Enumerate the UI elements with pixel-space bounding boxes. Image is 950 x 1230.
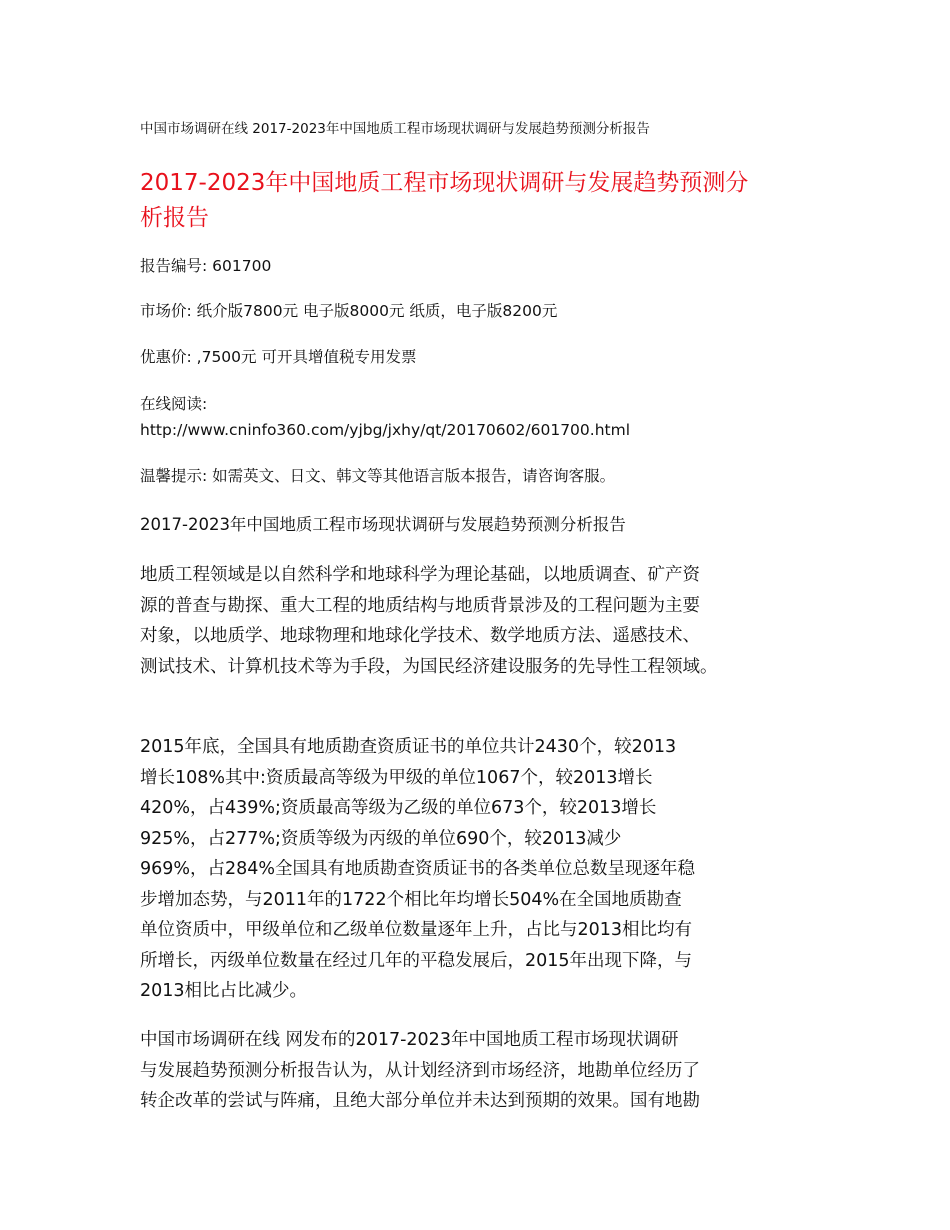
paragraph-line: 增长108%其中:资质最高等级为甲级的单位1067个，较2013增长 bbox=[140, 767, 653, 788]
paragraph-line: 地质工程领域是以自然科学和地球科学为理论基础，以地质调查、矿产资 bbox=[140, 565, 700, 585]
report-title bbox=[140, 166, 820, 236]
report-title-line-2: 析报告 bbox=[140, 205, 209, 231]
market-price: 市场价: 纸介版7800元 电子版8000元 纸质，电子版8200元 bbox=[140, 302, 558, 320]
section-subheading: 2017-2023年中国地质工程市场现状调研与发展趋势预测分析报告 bbox=[140, 515, 626, 534]
running-header: 中国市场调研在线 2017-2023年中国地质工程市场现状调研与发展趋势预测分析报告 bbox=[140, 121, 650, 137]
paragraph-line: 转企改革的尝试与阵痛，且绝大部分单位并未达到预期的效果。国有地勘 bbox=[140, 1091, 700, 1111]
paragraph-line: 2013相比占比减少。 bbox=[140, 981, 308, 1001]
report-number: 报告编号: 601700 bbox=[140, 257, 272, 275]
online-read-label: 在线阅读: bbox=[140, 395, 208, 413]
paragraph-statistics bbox=[140, 732, 820, 1007]
paragraph-line: 所增长，丙级单位数量在经过几年的平稳发展后，2015年出现下降，与 bbox=[140, 950, 693, 971]
tip-text: 温馨提示: 如需英文、日文、韩文等其他语言版本报告，请咨询客服。 bbox=[140, 467, 616, 485]
paragraph-line: 969%，占284%全国具有地质勘查资质证书的各类单位总数呈现逐年稳 bbox=[140, 859, 696, 879]
paragraph-analysis bbox=[140, 1025, 820, 1117]
discount-price: 优惠价: ,7500元 可开具增值税专用发票 bbox=[140, 348, 417, 366]
paragraph-line: 对象，以地质学、地球物理和地球化学技术、数学地质方法、遥感技术、 bbox=[140, 626, 700, 646]
paragraph-line: 步增加态势，与2011年的1722个相比年均增长504%在全国地质勘查 bbox=[140, 889, 682, 910]
paragraph-line: 925%，占277%;资质等级为丙级的单位690个，较2013减少 bbox=[140, 828, 622, 849]
paragraph-line: 与发展趋势预测分析报告认为，从计划经济到市场经济，地勘单位经历了 bbox=[140, 1060, 700, 1081]
paragraph-line: 单位资质中，甲级单位和乙级单位数量逐年上升，占比与2013相比均有 bbox=[140, 920, 693, 940]
online-read-url[interactable]: http://www.cninfo360.com/yjbg/jxhy/qt/20170602/601700.html bbox=[140, 421, 631, 439]
paragraph-line: 测试技术、计算机技术等为手段，为国民经济建设服务的先导性工程领域。 bbox=[140, 656, 718, 677]
paragraph-line: 420%，占439%;资质最高等级为乙级的单位673个，较2013增长 bbox=[140, 798, 657, 818]
paragraph-line: 源的普查与勘探、重大工程的地质结构与地质背景涉及的工程问题为主要 bbox=[140, 595, 700, 616]
report-title-line-1: 2017-2023年中国地质工程市场现状调研与发展趋势预测分 bbox=[140, 170, 749, 196]
paragraph-line: 中国市场调研在线 网发布的2017-2023年中国地质工程市场现状调研 bbox=[140, 1030, 679, 1050]
paragraph-definition bbox=[140, 560, 820, 682]
paragraph-line: 2015年底，全国具有地质勘查资质证书的单位共计2430个，较2013 bbox=[140, 737, 677, 757]
